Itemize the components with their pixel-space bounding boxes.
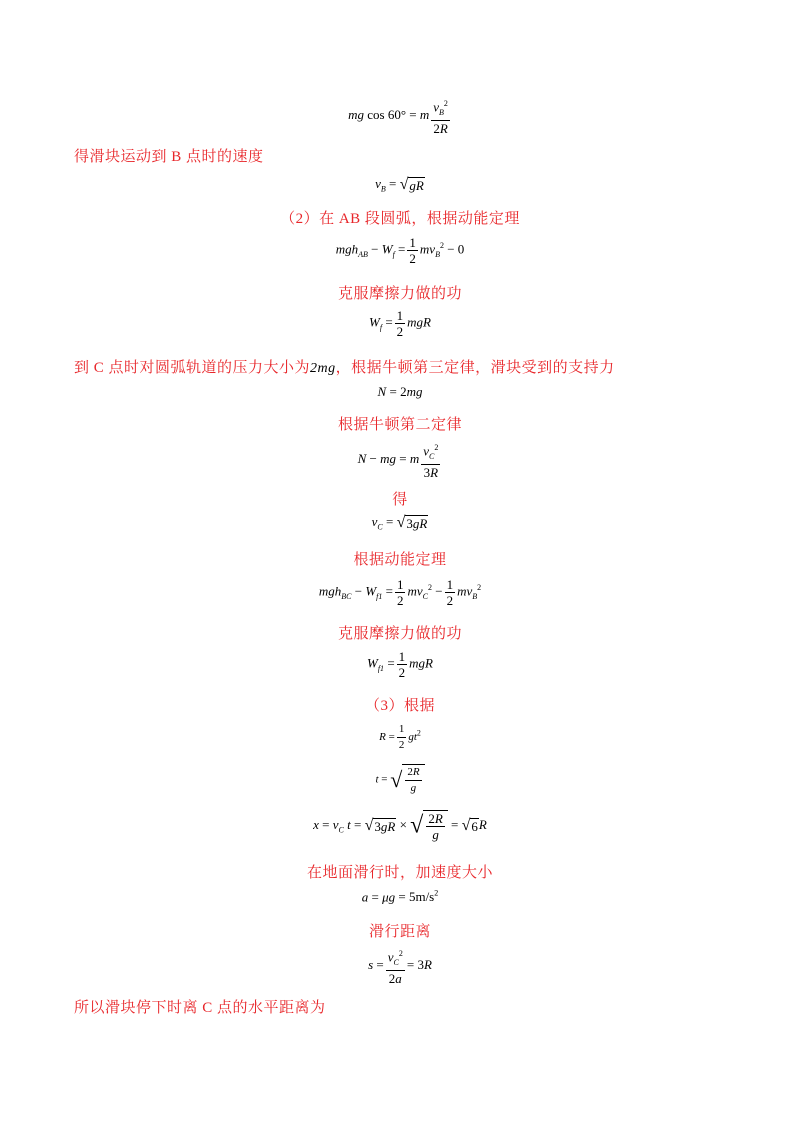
equation-13: $a = \mu g = 5m/s^2$ <box>361 889 439 905</box>
equation-11: t = √ $\frac{2R}{g}$ <box>0 764 800 796</box>
equation-5: N = 2mg <box>377 384 423 399</box>
inline-math-2mg: 2mg <box>310 361 336 376</box>
equation-3: $mgh_{AB} - W_f$ = $\frac{1}{2}$ $mv_B^2 - 0$ <box>335 235 465 266</box>
equation-9: $W_{f1}$ = $\frac{1}{2}$ mgR <box>366 649 433 680</box>
text-line-12: 所以滑块停下时离 C 点的水平距离为 <box>74 1000 326 1016</box>
text-line-2: （2）在 AB 段圆弧，根据动能定理 <box>280 211 520 227</box>
equation-2: $v_B = √gR$ <box>375 176 424 194</box>
text-line-8: 克服摩擦力做的功 <box>337 626 462 642</box>
equation-12: $x = v_C$ t = √3gR × √ $\frac{2R}{g}$ = √6R <box>313 811 487 842</box>
text-line-7: 根据动能定理 <box>353 552 447 568</box>
text-line-10: 在地面滑行时，加速度大小 <box>306 865 493 881</box>
equation-1: mg cos 60° = m $\frac{v_B^2}{2R}$ <box>0 96 800 136</box>
text-line-1: 得滑块运动到 B 点时的速度 <box>74 149 264 165</box>
text-line-4-part-b: ，根据牛顿第三定律，滑块受到的支持力 <box>335 360 615 376</box>
text-line-4-part-a: 到 C 点时对圆弧轨道的压力大小为 <box>74 360 311 376</box>
equation-14: s = $\frac{v_C^2}{2a}$ = 3R <box>0 946 800 986</box>
equation-7: $v_C = √3gR$ <box>371 514 428 532</box>
text-line-9: （3）根据 <box>364 698 435 714</box>
text-line-6: 得 <box>392 492 408 508</box>
text-line-11: 滑行距离 <box>368 924 431 940</box>
equation-4: $W_f$ = $\frac{1}{2}$ mgR <box>368 308 431 339</box>
equation-10: R = $\frac{1}{2}$ $gt^2$ <box>379 723 421 751</box>
text-line-3: 克服摩擦力做的功 <box>337 286 462 302</box>
equation-6: N − mg = m $\frac{v_C^2}{3R}$ <box>0 440 800 480</box>
text-line-5: 根据牛顿第二定律 <box>337 417 462 433</box>
text-line-4 <box>0 356 800 377</box>
equation-8: $mgh_{BC} - W_{f1}$ = $\frac{1}{2}$ $mv_C^2$ − $\frac{1}{2}$ $mv_B^2$ <box>318 577 482 608</box>
